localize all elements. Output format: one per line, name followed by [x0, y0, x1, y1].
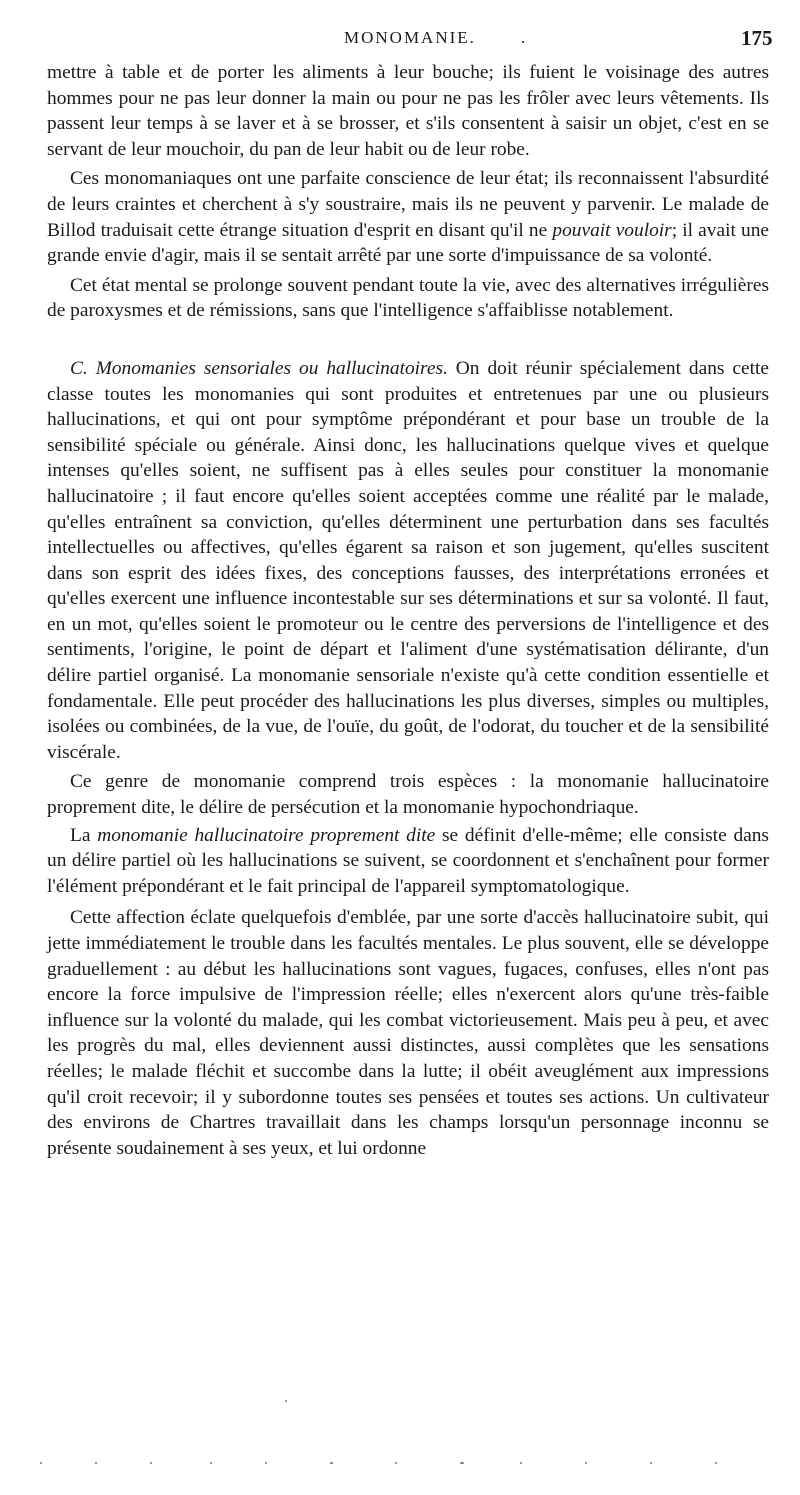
page-number: 175	[741, 26, 773, 50]
paragraph-affection-eclate: Cette affection éclate quelquefois d'emblée, par une sorte d'accès hallucinatoire subit, qui jette immédiatement le trouble dans les facultés mentales. Le plus souvent, elle se développe graduellement : au début les hallucinations sont vagues, fugaces, confuses, elles n'ont pas encore la force impulsive de l'impression réelle; elles n'exercent alors qu'une très-faible influence sur la volonté du malade, qui les combat victorieusement. Mais peu à peu, et avec les progrès du mal, elles deviennent aussi distinctes, aussi complètes que les sensations réelles; le malade fléchit et succombe dans la lutte; il obéit aveuglément aux impressions qu'il croit recevoir; il y subordonne toutes ses pensées et toutes ses actions. Un cultivateur des environs de Chartres travaillait dans les champs lorsqu'un personnage inconnu se présente soudainement à ses yeux, et lui ordonne	[47, 907, 769, 1159]
speck	[95, 1462, 97, 1464]
paragraph-etat-mental: Cet état mental se prolonge souvent pendant toute la vie, avec des alternatives irrégulières de paroxysmes et de rémissions, sans que l'intelligence s'affaiblisse notablement.	[47, 274, 769, 322]
speck	[395, 1462, 397, 1464]
section-monomanies-sensoriales	[47, 356, 769, 766]
section-heading: C. Monomanies sensoriales ou hallucinatoires.	[70, 357, 448, 379]
italic-term: monomanie hallucinatoire proprement dite	[97, 824, 436, 846]
paragraph-conscience	[47, 166, 769, 268]
italic-phrase: pouvait vouloir	[552, 219, 672, 241]
paragraph-text: On doit réunir spécialement dans cette classe toutes les monomanies qui sont produites et entretenues par une ou plusieurs hallucinations, et qui ont pour symptôme prépondérant et pour base un trouble de la sensibilité spéciale ou générale. Ainsi donc, les hallucinations quelque vives et quelque intenses qu'elles soient, ne suffisent pas à elles seules pour constituer la monomanie hallucinatoire ; il faut encore qu'elles soient acceptées comme une réalité par le malade, qu'elles entraînent sa conviction, qu'elles déterminent une perturbation dans ses facultés intellectuelles ou affectives, qu'elles égarent sa raison et son jugement, qu'elles suscitent dans son esprit des idées fixes, des conceptions fausses, des interprétations erronées et qu'elles exercent une influence incontestable sur ses déterminations et sur sa volonté. Il faut, en un mot, qu'elles soient le promoteur ou le centre des perversions de l'intelligence et des sentiments, l'origine, le point de départ et l'aliment d'une systématisation délirante, d'un délire partiel organisé. La monomanie sensoriale n'existe qu'à cette condition essentielle et fondamentale. Elle peut procéder des hallucinations les plus diverses, simples ou multiples, isolées ou combinées, de la vue, de l'ouïe, du goût, de l'odorat, du toucher et de la sensibilité viscérale.	[47, 357, 769, 763]
page-body	[47, 60, 769, 1161]
paragraph-text: La	[70, 824, 98, 846]
paragraph-text: Ces monomaniaques ont une parfaite conscience de leur état; ils reconnaissent l'absurdité de leurs craintes et cherchent à s'y soustraire, mais ils ne peuvent y parvenir. Le malade de Billod traduisait cette étrange situation d'esprit en disant qu'il ne	[47, 168, 769, 241]
speck	[40, 1462, 42, 1464]
speck	[150, 1462, 152, 1464]
speck	[265, 1462, 267, 1464]
speck	[715, 1462, 717, 1464]
paragraph-text: se définit d'elle-même; elle consiste dans un délire partiel où les hallucinations se suivent, se coordonnent et s'enchaînent pour former l'élément prépondérant et le fait principal de l'appareil symptomatologique.	[47, 824, 769, 897]
paragraph-text: ; il avait une grande envie d'agir, mais il se sentait arrêté par une sorte d'impuissance de sa volonté.	[47, 219, 769, 267]
speck	[285, 1400, 287, 1402]
header-dot: .	[521, 28, 526, 47]
speck	[520, 1462, 522, 1464]
page-bottom-specks	[0, 1440, 800, 1470]
running-title: MONOMANIE.	[344, 28, 476, 47]
paragraph-monomanie-hallucinatoire	[47, 823, 769, 900]
speck	[330, 1462, 333, 1464]
page-header	[0, 28, 800, 54]
paragraph-trois-especes: Ce genre de monomanie comprend trois espèces : la monomanie hallucinatoire proprement dite, le délire de persécution et la monomanie hypochondriaque.	[47, 771, 769, 819]
speck	[650, 1462, 652, 1464]
speck	[585, 1462, 587, 1464]
speck	[460, 1462, 464, 1464]
paragraph-continued: mettre à table et de porter les aliments à leur bouche; ils fuient le voisinage des autres hommes pour ne pas leur donner la main ou pour ne pas les frôler avec leurs vêtements. Ils passent leur temps à se laver et à se brosser, et s'ils consentent à saisir un objet, c'est en se servant de leur mouchoir, du pan de leur habit ou de leur robe.	[47, 62, 769, 160]
speck	[210, 1462, 212, 1464]
